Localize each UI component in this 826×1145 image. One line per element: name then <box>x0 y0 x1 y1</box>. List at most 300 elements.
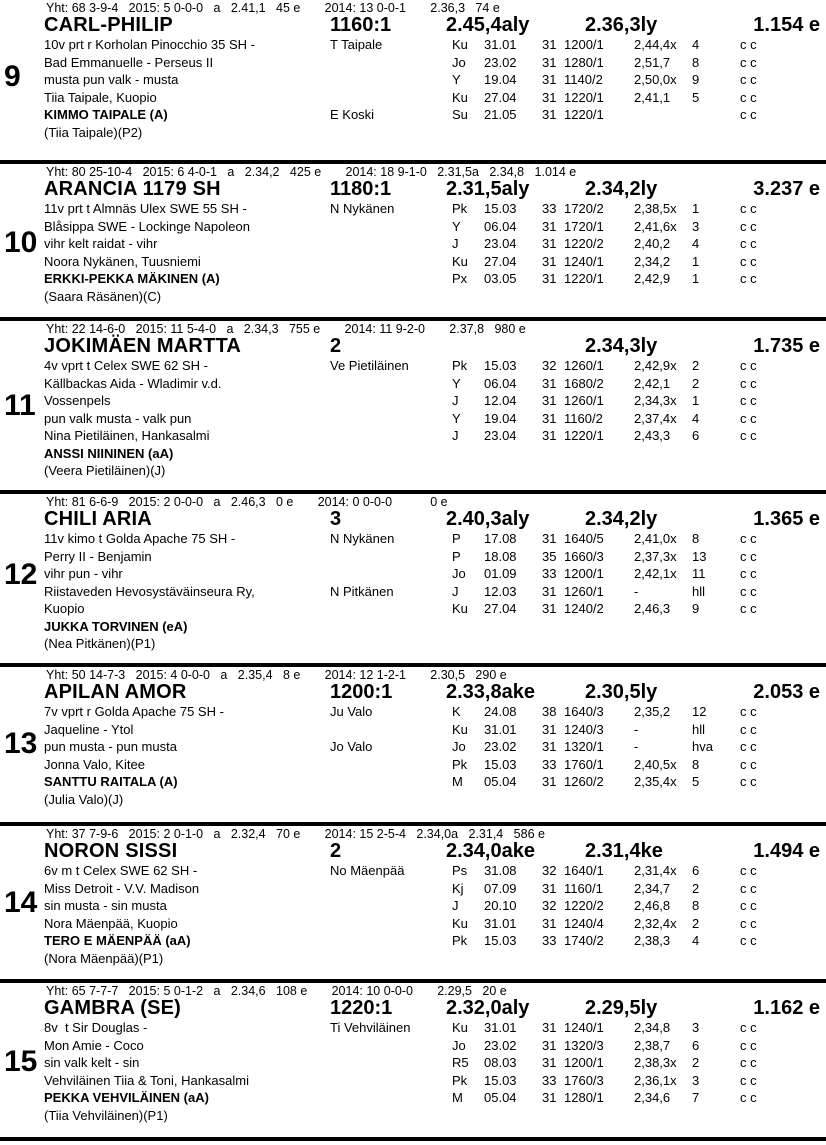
horse-info <box>44 200 334 305</box>
start-date: 15.03 <box>484 358 517 373</box>
info-line: pun musta - pun musta <box>44 739 177 754</box>
start-date: 17.08 <box>484 531 517 546</box>
start-number: 15 <box>4 1045 38 1078</box>
start-placing: 1 <box>692 393 700 408</box>
start-shoes: c c <box>740 72 757 87</box>
start-shoes: c c <box>740 201 757 216</box>
record-auto: 2.45,4aly <box>446 14 530 36</box>
start-date: 15.03 <box>484 933 517 948</box>
stats-summary: Yht: 50 14-7-3 2015: 4 0-0-0 a 2.35,4 8 e 2014: 12 1-2-1 2.30,5 290 e <box>46 668 507 682</box>
start-track: Ps <box>452 863 468 878</box>
start-distance-track: 1160/1 <box>564 880 603 896</box>
start-start-no: 35 <box>542 548 557 564</box>
stats-summary: Yht: 65 7-7-7 2015: 5 0-1-2 a 2.34,6 108 e 2014: 10 0-0-0 2.29,5 20 e <box>46 984 507 998</box>
driver-name: (Nora Mäenpää)(P1) <box>44 950 164 966</box>
horse-info <box>44 530 334 653</box>
start-start-no: 31 <box>542 375 557 391</box>
start-distance-track: 1220/1 <box>564 428 604 443</box>
record-auto: 2.32,0aly <box>446 997 530 1019</box>
start-time: 2,34,3x <box>634 393 677 408</box>
start-start-no: 38 <box>542 704 557 719</box>
race-entry <box>0 490 826 663</box>
info-line: Jaqueline - Ytol <box>44 721 134 737</box>
record-auto: 2.40,3aly <box>446 508 530 530</box>
info-line: Jonna Valo, Kitee <box>44 756 145 772</box>
start-track: J <box>452 898 459 913</box>
record-best: 2.31,4ke <box>585 840 663 862</box>
start-time: 2,38,7 <box>634 1037 671 1053</box>
start-driver <box>330 880 440 898</box>
start-track: Kj <box>452 880 464 896</box>
start-date: 23.02 <box>484 1037 517 1053</box>
start-row <box>452 530 822 548</box>
start-start-no: 31 <box>542 531 557 546</box>
start-placing: hll <box>692 721 706 737</box>
start-placing: 5 <box>692 89 700 105</box>
record-best: 2.34,2ly <box>585 178 658 200</box>
start-time: 2,41,0x <box>634 531 677 546</box>
start-distance-track: 1760/1 <box>564 756 604 772</box>
trainer-name: SANTTU RAITALA (A) <box>44 774 178 789</box>
start-row <box>452 106 822 124</box>
info-line: 11v prt t Almnäs Ulex SWE 55 SH - <box>44 201 247 216</box>
start-shoes: c c <box>740 1037 757 1053</box>
start-start-no: 31 <box>542 218 557 234</box>
start-placing: 3 <box>692 1072 700 1088</box>
start-distance-track: 1260/1 <box>564 358 604 373</box>
start-date: 19.04 <box>484 410 517 426</box>
horse-info <box>44 1019 334 1124</box>
start-start-no: 31 <box>542 89 557 105</box>
driver-name: (Veera Pietiläinen)(J) <box>44 463 166 478</box>
start-distance-track: 1240/4 <box>564 915 604 931</box>
start-placing: 1 <box>692 271 700 286</box>
start-driver <box>330 375 440 393</box>
start-placing: 8 <box>692 898 700 913</box>
start-shoes: c c <box>740 428 757 443</box>
record-best: 2.29,5ly <box>585 997 658 1019</box>
start-row <box>452 36 822 54</box>
start-row <box>452 703 822 721</box>
record-best: 2.34,2ly <box>585 508 658 530</box>
start-start-no: 31 <box>542 601 557 616</box>
info-line: Vossenpels <box>44 393 111 408</box>
info-line: pun valk musta - valk pun <box>44 410 192 426</box>
start-drivers <box>330 36 440 124</box>
start-time: 2,42,9x <box>634 358 677 373</box>
start-start-no: 33 <box>542 566 557 581</box>
start-date: 12.04 <box>484 393 517 408</box>
driver-name: (Saara Räsänen)(C) <box>44 288 162 304</box>
info-line: Noora Nykänen, Tuusniemi <box>44 253 201 269</box>
start-placing: 2 <box>692 375 700 391</box>
start-distance-track: 1320/1 <box>564 739 604 754</box>
start-distance-track: 1260/2 <box>564 774 604 789</box>
stats-summary: Yht: 37 7-9-6 2015: 2 0-1-0 a 2.32,4 70 e 2014: 15 2-5-4 2.34,0a 2.31,4 586 e <box>46 827 545 841</box>
race-entry <box>0 0 826 160</box>
info-line: sin valk kelt - sin <box>44 1055 140 1070</box>
start-distance-track: 1240/2 <box>564 601 604 616</box>
earnings: 1.365 e <box>753 508 820 530</box>
start-date: 01.09 <box>484 566 517 581</box>
start-date: 27.04 <box>484 253 517 269</box>
trainer-name: ERKKI-PEKKA MÄKINEN (A) <box>44 271 220 286</box>
record-auto: 2.31,5aly <box>446 178 530 200</box>
start-placing: 6 <box>692 1037 700 1053</box>
start-time: 2,38,5x <box>634 201 677 216</box>
driver-name: (Tiia Vehviläinen)(P1) <box>44 1107 168 1123</box>
start-track: Ku <box>452 37 468 52</box>
start-row <box>452 89 822 107</box>
start-driver <box>330 392 440 410</box>
start-distance-track: 1280/1 <box>564 1090 604 1105</box>
start-time: 2,35,2 <box>634 704 671 719</box>
start-shoes: c c <box>740 531 757 546</box>
start-driver <box>330 548 440 566</box>
start-track: Jo <box>452 1037 466 1053</box>
start-time: 2,42,1x <box>634 566 677 581</box>
start-distance-track: 1740/2 <box>564 933 604 948</box>
start-driver: N Nykänen <box>330 201 395 216</box>
info-line: Vehviläinen Tiia & Toni, Hankasalmi <box>44 1072 249 1088</box>
start-track: J <box>452 393 459 408</box>
start-shoes: c c <box>740 1090 757 1105</box>
info-line: Tiia Taipale, Kuopio <box>44 89 157 105</box>
start-track: Jo <box>452 566 466 581</box>
trainer-name: KIMMO TAIPALE (A) <box>44 107 168 122</box>
start-track: P <box>452 548 461 564</box>
start-row <box>452 583 822 601</box>
start-placing: 11 <box>692 566 706 581</box>
start-time: 2,35,4x <box>634 774 677 789</box>
start-distance: 1180:1 <box>330 178 392 200</box>
driver-name: (Nea Pitkänen)(P1) <box>44 636 156 651</box>
race-entry <box>0 663 826 822</box>
start-driver: N Pitkänen <box>330 583 394 599</box>
start-shoes: c c <box>740 393 757 408</box>
start-date: 08.03 <box>484 1055 517 1070</box>
start-start-no: 31 <box>542 1055 557 1070</box>
stats-summary: Yht: 81 6-6-9 2015: 2 0-0-0 a 2.46,3 0 e 2014: 0 0-0-0 0 e <box>46 495 448 509</box>
start-track: Jo <box>452 739 466 754</box>
start-shoes: c c <box>740 704 757 719</box>
stats-summary: Yht: 22 14-6-0 2015: 11 5-4-0 a 2.34,3 755 e 2014: 11 9-2-0 2.37,8 980 e <box>46 322 526 336</box>
earnings: 1.494 e <box>753 840 820 862</box>
horse-info <box>44 36 334 141</box>
start-row <box>452 410 822 428</box>
start-shoes: c c <box>740 863 757 878</box>
start-date: 05.04 <box>484 774 517 789</box>
start-time: 2,34,6 <box>634 1090 671 1105</box>
start-driver <box>330 565 440 583</box>
horse-name: GAMBRA (SE) <box>44 997 182 1019</box>
start-distance-track: 1260/1 <box>564 393 604 408</box>
start-distance: 3 <box>330 508 342 530</box>
start-time: 2,41,1 <box>634 89 671 105</box>
info-line: musta pun valk - musta <box>44 72 179 87</box>
start-distance-track: 1240/1 <box>564 253 604 269</box>
start-distance-track: 1660/3 <box>564 548 604 564</box>
start-row <box>452 897 822 915</box>
start-start-no: 31 <box>542 107 557 122</box>
start-time: 2,38,3 <box>634 933 671 948</box>
recent-starts <box>452 1019 822 1107</box>
start-date: 23.02 <box>484 739 517 754</box>
info-line: 4v vprt t Celex SWE 62 SH - <box>44 358 208 373</box>
start-distance-track: 1220/2 <box>564 898 604 913</box>
start-row <box>452 600 822 618</box>
start-placing: 6 <box>692 428 700 443</box>
info-line: 8v t Sir Douglas - <box>44 1020 148 1035</box>
start-track: Pk <box>452 1072 468 1088</box>
start-time: 2,34,2 <box>634 253 671 269</box>
start-start-no: 32 <box>542 898 557 913</box>
start-time: 2,37,3x <box>634 548 677 564</box>
start-number: 11 <box>4 389 36 422</box>
start-shoes: c c <box>740 1072 757 1088</box>
start-time: 2,40,2 <box>634 236 671 251</box>
start-date: 27.04 <box>484 89 517 105</box>
start-shoes: c c <box>740 358 757 373</box>
info-line: 6v m t Celex SWE 62 SH - <box>44 863 198 878</box>
start-shoes: c c <box>740 898 757 913</box>
start-date: 15.03 <box>484 201 517 216</box>
start-date: 06.04 <box>484 375 517 391</box>
start-drivers <box>330 1019 440 1107</box>
start-time: 2,36,1x <box>634 1072 677 1088</box>
start-track: M <box>452 774 463 789</box>
start-placing: 4 <box>692 37 700 52</box>
start-track: K <box>452 704 461 719</box>
start-track: J <box>452 236 459 251</box>
record-auto: 2.33,8ake <box>446 681 535 703</box>
start-track: J <box>452 428 459 443</box>
start-shoes: c c <box>740 739 757 754</box>
start-row <box>452 54 822 72</box>
start-track: Jo <box>452 54 466 70</box>
start-shoes: c c <box>740 548 757 564</box>
start-distance-track: 1160/2 <box>564 410 603 426</box>
start-time: 2,42,1 <box>634 375 671 391</box>
start-placing: 8 <box>692 531 700 546</box>
start-shoes: c c <box>740 583 757 599</box>
start-date: 12.03 <box>484 583 517 599</box>
start-shoes: c c <box>740 915 757 931</box>
start-driver <box>330 427 440 445</box>
start-shoes: c c <box>740 1020 757 1035</box>
start-row <box>452 738 822 756</box>
start-distance: 2 <box>330 840 342 862</box>
start-date: 15.03 <box>484 756 517 772</box>
info-line: 11v kimo t Golda Apache 75 SH - <box>44 531 236 546</box>
horse-name: JOKIMÄEN MARTTA <box>44 335 242 357</box>
trainer-name: JUKKA TORVINEN (eA) <box>44 618 188 634</box>
recent-starts <box>452 862 822 950</box>
start-driver: Ju Valo <box>330 704 373 719</box>
start-driver: Ti Vehviläinen <box>330 1020 411 1035</box>
info-line: Nina Pietiläinen, Hankasalmi <box>44 428 210 443</box>
start-start-no: 31 <box>542 72 557 87</box>
start-drivers <box>330 703 440 791</box>
start-row <box>452 200 822 218</box>
record-best: 2.30,5ly <box>585 681 658 703</box>
start-date: 23.04 <box>484 236 517 251</box>
start-track: Pk <box>452 358 468 373</box>
start-distance-track: 1640/1 <box>564 863 604 878</box>
bottom-rule <box>0 1137 826 1141</box>
start-track: Su <box>452 107 468 122</box>
start-shoes: c c <box>740 566 757 581</box>
info-line: sin musta - sin musta <box>44 898 167 913</box>
horse-name: ARANCIA 1179 SH <box>44 178 221 200</box>
start-row <box>452 1054 822 1072</box>
stats-summary: Yht: 80 25-10-4 2015: 6 4-0-1 a 2.34,2 425 e 2014: 18 9-1-0 2.31,5a 2.34,8 1.014 e <box>46 165 577 179</box>
start-date: 31.08 <box>484 863 517 878</box>
start-shoes: c c <box>740 410 757 426</box>
earnings: 1.154 e <box>753 14 820 36</box>
start-driver <box>330 218 440 236</box>
start-date: 31.01 <box>484 37 517 52</box>
start-distance-track: 1220/2 <box>564 236 604 251</box>
info-line: Riistaveden Hevosystäväinseura Ry, <box>44 583 255 599</box>
start-distance-track: 1220/1 <box>564 107 604 122</box>
horse-info <box>44 357 334 480</box>
start-distance-track: 1220/1 <box>564 271 604 286</box>
start-placing: 6 <box>692 863 700 878</box>
start-date: 31.01 <box>484 915 517 931</box>
recent-starts <box>452 530 822 618</box>
trainer-name: TERO E MÄENPÄÄ (aA) <box>44 933 191 948</box>
start-distance-track: 1640/5 <box>564 531 604 546</box>
start-driver <box>330 897 440 915</box>
start-time: 2,50,0x <box>634 72 677 87</box>
start-track: Ku <box>452 915 468 931</box>
info-line: Kuopio <box>44 601 85 616</box>
horse-info <box>44 703 334 808</box>
start-driver <box>330 756 440 774</box>
start-start-no: 31 <box>542 1090 557 1105</box>
start-placing: 13 <box>692 548 707 564</box>
start-date: 03.05 <box>484 271 517 286</box>
start-shoes: c c <box>740 253 757 269</box>
start-driver <box>330 270 440 288</box>
race-entry <box>0 317 826 490</box>
start-start-no: 31 <box>542 915 557 931</box>
earnings: 2.053 e <box>753 681 820 703</box>
start-time: - <box>634 721 639 737</box>
start-track: Pk <box>452 201 468 216</box>
start-driver <box>330 1037 440 1055</box>
info-line: 10v prt r Korholan Pinocchio 35 SH - <box>44 37 255 52</box>
recent-starts <box>452 36 822 124</box>
start-start-no: 31 <box>542 1037 557 1053</box>
start-start-no: 31 <box>542 271 557 286</box>
start-distance-track: 1720/2 <box>564 201 604 216</box>
start-distance: 1220:1 <box>330 997 393 1019</box>
horse-name: CHILI ARIA <box>44 508 152 530</box>
start-shoes: c c <box>740 756 757 772</box>
start-start-no: 33 <box>542 756 557 772</box>
start-row <box>452 392 822 410</box>
start-placing: 4 <box>692 236 700 251</box>
start-track: Ku <box>452 601 468 616</box>
start-date: 31.01 <box>484 721 517 737</box>
start-time: 2,44,4x <box>634 37 677 52</box>
start-number: 14 <box>4 886 38 919</box>
start-number: 10 <box>4 226 38 259</box>
start-placing: 4 <box>692 410 700 426</box>
horse-name: CARL-PHILIP <box>44 14 173 36</box>
start-placing: 1 <box>692 253 700 269</box>
start-start-no: 31 <box>542 236 557 251</box>
start-row <box>452 235 822 253</box>
start-placing: 8 <box>692 54 700 70</box>
start-driver <box>330 54 440 72</box>
start-distance: 1200:1 <box>330 681 393 703</box>
start-time: 2,31,4x <box>634 863 677 878</box>
start-start-no: 31 <box>542 253 557 269</box>
start-shoes: c c <box>740 880 757 896</box>
start-placing: 3 <box>692 218 700 234</box>
horse-name: APILAN AMOR <box>44 681 187 703</box>
start-track: Ku <box>452 89 468 105</box>
horse-name: NORON SISSI <box>44 840 178 862</box>
info-line: Källbackas Aida - Wladimir v.d. <box>44 375 222 391</box>
start-row <box>452 773 822 791</box>
start-start-no: 33 <box>542 1072 557 1088</box>
start-shoes: c c <box>740 37 757 52</box>
start-placing: 1 <box>692 201 700 216</box>
start-track: Y <box>452 218 461 234</box>
start-track: P <box>452 531 461 546</box>
start-date: 23.04 <box>484 428 517 443</box>
start-placing: 5 <box>692 774 700 789</box>
start-row <box>452 1037 822 1055</box>
start-shoes: c c <box>740 54 757 70</box>
start-date: 20.10 <box>484 898 517 913</box>
start-date: 27.04 <box>484 601 517 616</box>
start-driver <box>330 915 440 933</box>
start-row <box>452 915 822 933</box>
start-distance: 2 <box>330 335 342 357</box>
start-time: 2,43,3 <box>634 428 671 443</box>
start-shoes: c c <box>740 236 757 251</box>
start-placing: 2 <box>692 1055 700 1070</box>
start-shoes: c c <box>740 218 757 234</box>
start-track: Pk <box>452 756 468 772</box>
start-drivers <box>330 862 440 950</box>
info-line: vihr kelt raidat - vihr <box>44 236 158 251</box>
info-line: Miss Detroit - V.V. Madison <box>44 880 200 896</box>
start-start-no: 33 <box>542 201 557 216</box>
start-shoes: c c <box>740 89 757 105</box>
start-time: 2,34,8 <box>634 1020 671 1035</box>
start-row <box>452 218 822 236</box>
start-start-no: 31 <box>542 774 557 789</box>
start-drivers <box>330 530 440 618</box>
start-track: Px <box>452 271 468 286</box>
start-start-no: 33 <box>542 933 557 948</box>
start-placing: 9 <box>692 72 700 87</box>
start-track: Y <box>452 375 461 391</box>
start-start-no: 31 <box>542 721 557 737</box>
start-driver <box>330 1089 440 1107</box>
start-date: 18.08 <box>484 548 517 564</box>
start-date: 05.04 <box>484 1090 517 1105</box>
start-shoes: c c <box>740 721 757 737</box>
race-entry <box>0 822 826 979</box>
start-driver <box>330 1054 440 1072</box>
